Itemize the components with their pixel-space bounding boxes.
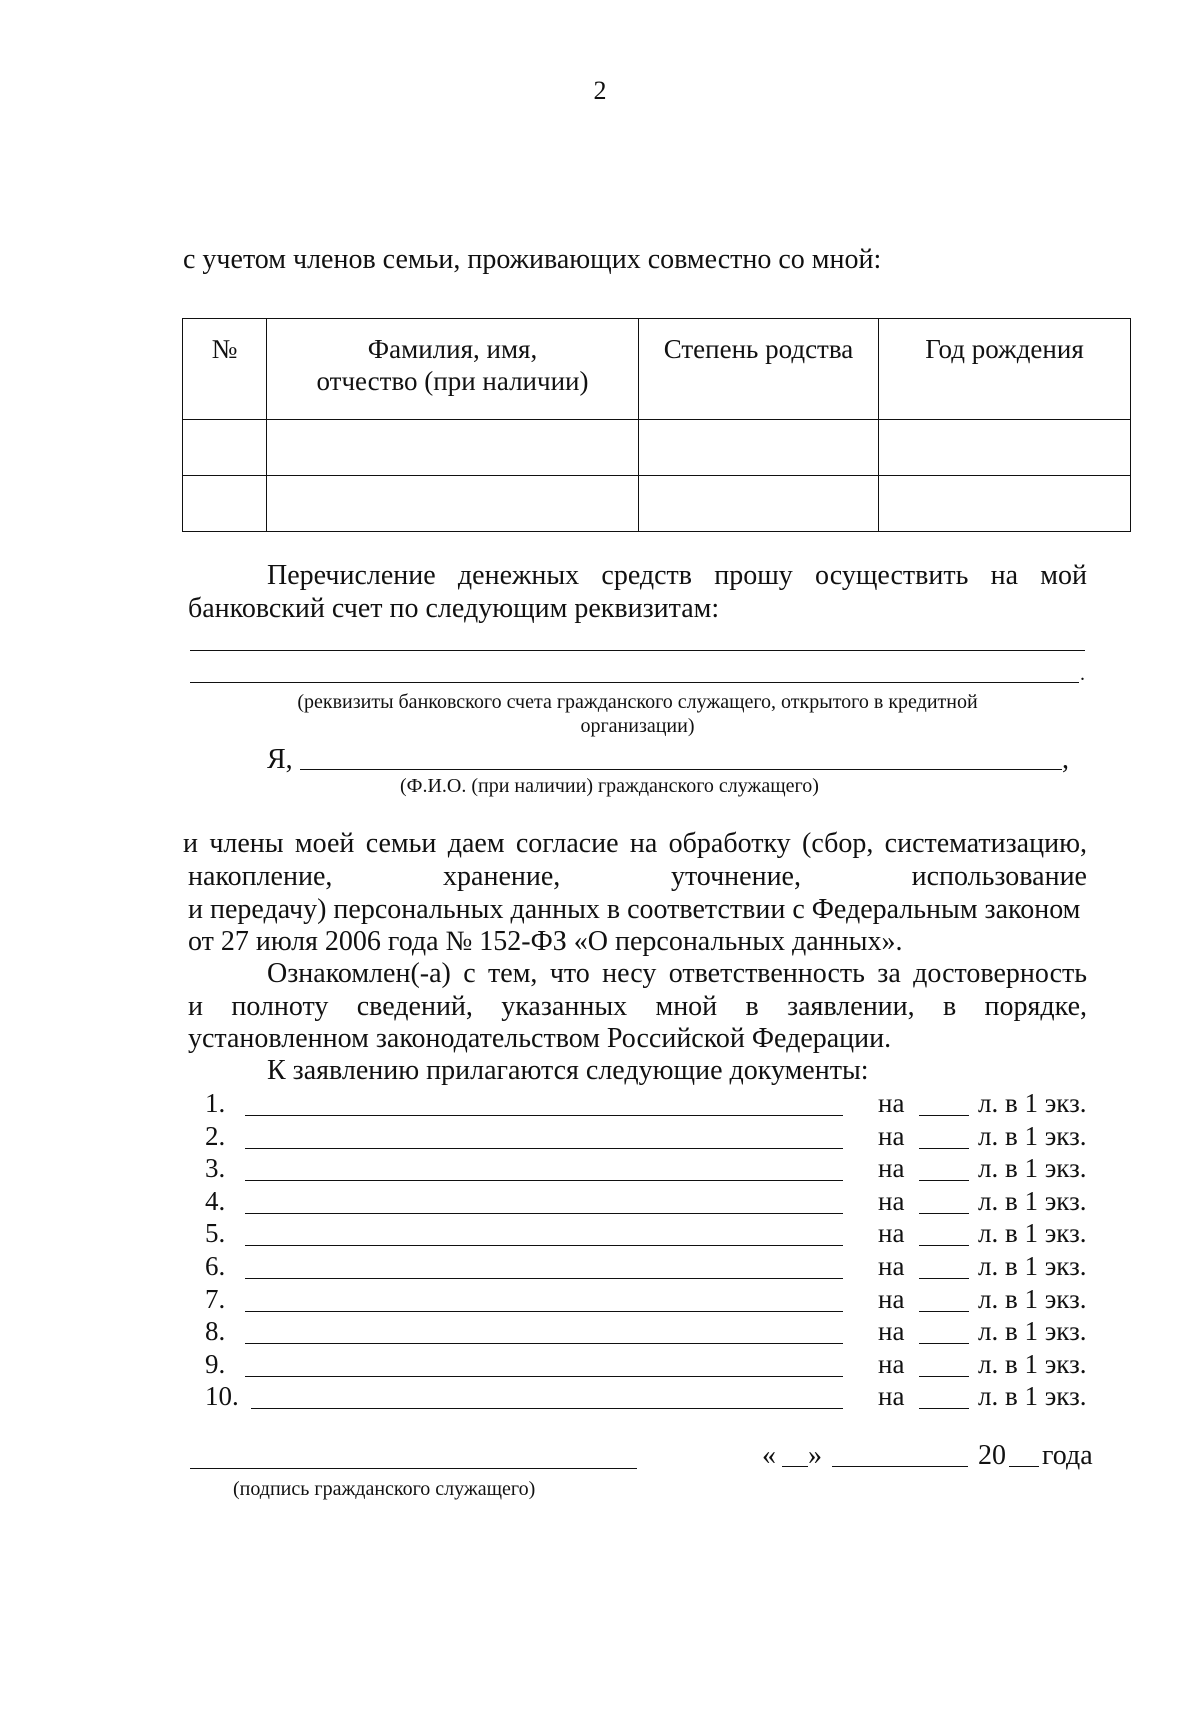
attachment-copies-label: л. в 1 экз. — [978, 1120, 1087, 1151]
attachment-row — [205, 1349, 1105, 1381]
consent-line4: от 27 июля 2006 года № 152-ФЗ «О персональных данных». — [188, 926, 903, 957]
attachment-name-field[interactable] — [245, 1278, 843, 1279]
attachment-na-label: на — [878, 1381, 905, 1412]
date-close-quote: » — [808, 1440, 822, 1471]
attachment-pages-field[interactable] — [919, 1278, 969, 1279]
attachment-row — [205, 1284, 1105, 1316]
fio-caption: (Ф.И.О. (при наличии) гражданского служащего) — [400, 775, 819, 797]
attachment-number: 3. — [205, 1153, 226, 1184]
acknowledge-line3: установленном законодательством Российской Федерации. — [188, 1023, 892, 1054]
attachment-number: 2. — [205, 1120, 226, 1151]
consent-line2: накопление, хранение, уточнение, использование — [188, 861, 1087, 892]
transfer-text-line1: Перечисление денежных средств прошу осуществить на мой — [267, 560, 1087, 591]
attachments-heading: К заявлению прилагаются следующие документы: — [267, 1055, 869, 1086]
header-number: № — [183, 319, 267, 420]
attachment-copies-label: л. в 1 экз. — [978, 1088, 1087, 1118]
attachment-number: 5. — [205, 1218, 226, 1249]
attachment-pages-field[interactable] — [919, 1408, 969, 1409]
bank-details-caption-line1: (реквизиты банковского счета гражданского служащего, открытого в кредитной — [297, 691, 978, 713]
fio-comma: , — [1062, 744, 1069, 775]
attachment-row — [205, 1088, 1105, 1120]
transfer-text-line2: банковский счет по следующим реквизитам: — [188, 593, 720, 624]
attachment-na-label: на — [878, 1316, 905, 1347]
signature-line[interactable] — [190, 1468, 637, 1469]
attachment-name-field[interactable] — [251, 1408, 843, 1409]
intro-text: с учетом членов семьи, проживающих совместно со мной: — [183, 244, 882, 275]
attachment-copies-label: л. в 1 экз. — [978, 1218, 1087, 1249]
attachment-name-field[interactable] — [245, 1115, 843, 1116]
attachment-na-label: на — [878, 1088, 905, 1118]
attachment-row — [205, 1316, 1105, 1348]
attachment-name-field[interactable] — [245, 1376, 843, 1377]
attachment-copies-label: л. в 1 экз. — [978, 1185, 1087, 1216]
attachment-na-label: на — [878, 1218, 905, 1249]
attachment-pages-field[interactable] — [919, 1180, 969, 1181]
table-cell[interactable] — [267, 476, 639, 532]
attachment-number: 10. — [205, 1381, 239, 1412]
attachment-pages-field[interactable] — [919, 1115, 969, 1116]
attachment-number: 7. — [205, 1283, 226, 1314]
table-cell[interactable] — [639, 420, 879, 476]
table-header-row — [183, 319, 1131, 420]
date-year-suffix: года — [1042, 1440, 1093, 1471]
attachment-na-label: на — [878, 1120, 905, 1151]
acknowledge-line1: Ознакомлен(-а) с тем, что несу ответственность за достоверность — [267, 958, 1087, 989]
attachment-row — [205, 1121, 1105, 1153]
attachment-name-field[interactable] — [245, 1343, 843, 1344]
attachment-number: 6. — [205, 1251, 226, 1281]
attachment-number: 4. — [205, 1185, 226, 1216]
table-cell[interactable] — [639, 476, 879, 532]
attachment-number: 1. — [205, 1088, 226, 1118]
attachment-pages-field[interactable] — [919, 1376, 969, 1377]
attachment-na-label: на — [878, 1153, 905, 1184]
table-row — [183, 476, 1131, 532]
table-row — [183, 420, 1131, 476]
header-relation: Степень родства — [639, 319, 879, 420]
date-open-quote: « — [762, 1440, 776, 1471]
date-year-field[interactable] — [1009, 1466, 1039, 1467]
bank-details-caption — [190, 690, 1085, 738]
attachment-copies-label: л. в 1 экз. — [978, 1348, 1087, 1379]
date-year-prefix: 20 — [978, 1440, 1006, 1471]
attachment-na-label: на — [878, 1283, 905, 1314]
table-cell[interactable] — [267, 420, 639, 476]
family-members-table — [182, 318, 1131, 532]
consent-line3: и передачу) персональных данных в соответствии с Федеральным законом — [188, 894, 1081, 925]
attachment-row — [205, 1381, 1105, 1413]
attachment-pages-field[interactable] — [919, 1213, 969, 1214]
attachment-copies-label: л. в 1 экз. — [978, 1381, 1087, 1412]
attachment-number: 9. — [205, 1348, 226, 1379]
date-day-field[interactable] — [782, 1466, 808, 1467]
attachment-row — [205, 1153, 1105, 1185]
header-full-name-line1: Фамилия, имя, — [367, 334, 538, 364]
header-birth-year: Год рождения — [879, 319, 1131, 420]
attachment-na-label: на — [878, 1348, 905, 1379]
attachment-copies-label: л. в 1 экз. — [978, 1316, 1087, 1347]
date-month-field[interactable] — [832, 1466, 968, 1467]
table-cell[interactable] — [879, 476, 1131, 532]
attachment-copies-label: л. в 1 экз. — [978, 1153, 1087, 1184]
page-number: 2 — [593, 76, 607, 105]
attachment-name-field[interactable] — [245, 1213, 843, 1214]
fio-line[interactable] — [300, 769, 1062, 770]
attachment-pages-field[interactable] — [919, 1245, 969, 1246]
attachment-pages-field[interactable] — [919, 1311, 969, 1312]
table-cell[interactable] — [879, 420, 1131, 476]
signature-caption: (подпись гражданского служащего) — [233, 1478, 536, 1500]
attachment-row — [205, 1218, 1105, 1250]
attachment-name-field[interactable] — [245, 1245, 843, 1246]
bank-details-caption-line2: организации) — [580, 715, 695, 737]
attachment-number: 8. — [205, 1316, 226, 1347]
attachment-na-label: на — [878, 1251, 905, 1281]
attachment-copies-label: л. в 1 экз. — [978, 1283, 1087, 1314]
line-end-dot: . — [1080, 663, 1085, 685]
bank-details-line-2[interactable] — [190, 682, 1079, 683]
table-cell[interactable] — [183, 420, 267, 476]
attachment-copies-label: л. в 1 экз. — [978, 1251, 1087, 1281]
header-full-name-line2: отчество (при наличии) — [316, 366, 589, 396]
attachment-pages-field[interactable] — [919, 1343, 969, 1344]
attachment-name-field[interactable] — [245, 1148, 843, 1149]
acknowledge-line2: и полноту сведений, указанных мной в заявлении, в порядке, — [188, 991, 1087, 1022]
attachment-row — [205, 1186, 1105, 1218]
bank-details-line-1[interactable] — [190, 650, 1085, 651]
attachment-name-field[interactable] — [245, 1180, 843, 1181]
i-prefix: Я, — [267, 744, 293, 775]
consent-line1: и члены моей семьи даем согласие на обработку (сбор, систематизацию, — [183, 828, 1087, 859]
attachment-name-field[interactable] — [245, 1311, 843, 1312]
attachment-na-label: на — [878, 1185, 905, 1216]
attachment-row — [205, 1251, 1105, 1283]
attachment-pages-field[interactable] — [919, 1148, 969, 1149]
header-full-name — [267, 319, 639, 420]
table-cell[interactable] — [183, 476, 267, 532]
